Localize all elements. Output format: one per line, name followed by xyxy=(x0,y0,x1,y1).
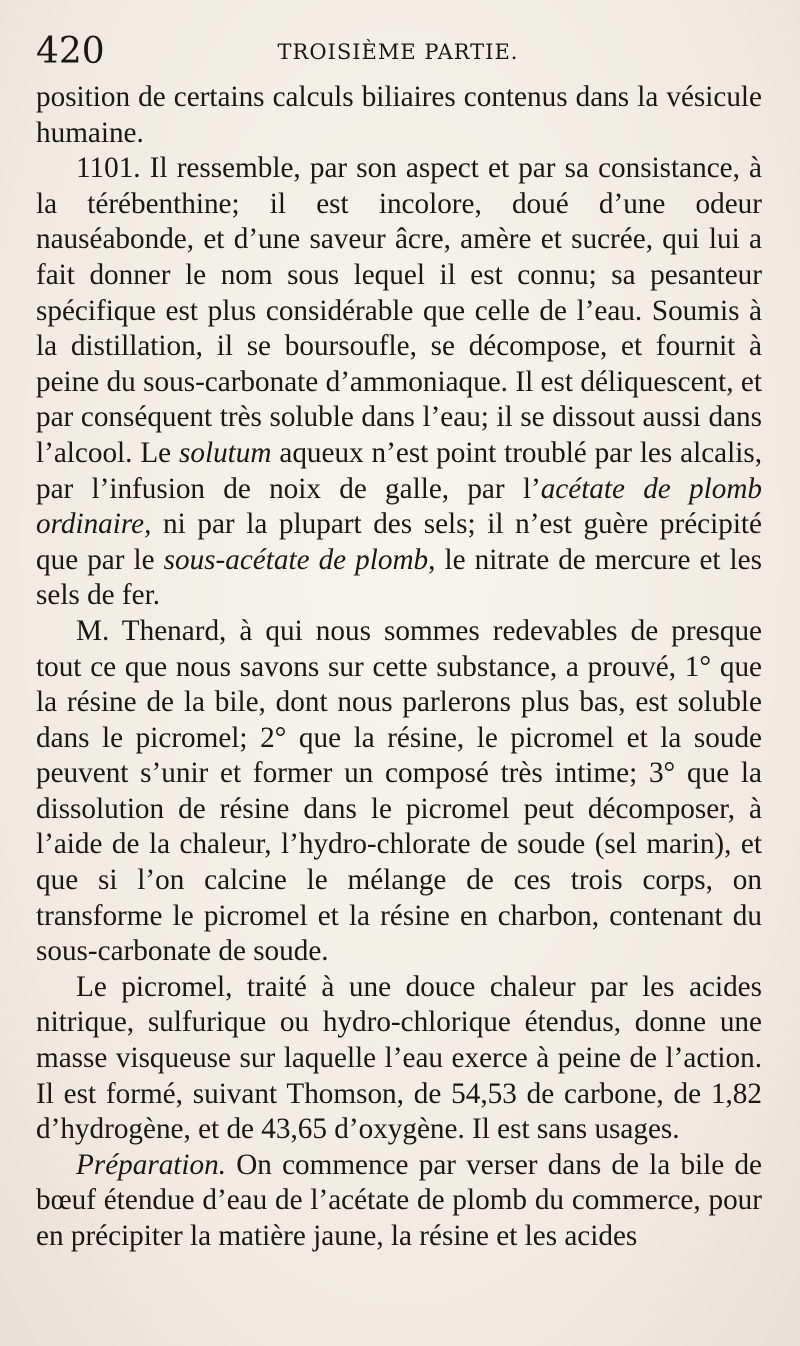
italic-term: sous-acétate de plomb xyxy=(163,543,429,576)
running-head: TROISIÈME PARTIE. xyxy=(277,40,519,64)
section-number: 1101. xyxy=(76,152,141,185)
page-number: 420 xyxy=(36,31,105,72)
paragraph-1101: 1101. Il ressemble, par son aspect et par sa consistance, à la térébenthine; il est incolore, doué d’une odeur nauséabonde, et d’une saveur âcre, amère et sucrée, qui lui a fait donner le nom sous lequel il est connu; sa pesanteur spécifique est plus considérable que celle de l’eau. Soumis à la distillation, il se boursoufle, se décompose, et fournit à peine du sous-carbonate d’ammoniaque. Il est déliquescent, et par conséquent très soluble dans l’eau; il se dissout aussi dans l’alcool. Le solutum aqueux n’est point troublé par les alcalis, par l’infusion de noix de galle, par l’acétate de plomb ordinaire, ni par la plupart des sels; il n’est guère précipité que par le sous-acétate de plomb, le nitrate de mercure et les sels de fer. xyxy=(36,152,762,612)
paragraph-preparation: Préparation. On commence par verser dans de la bile de bœuf étendue d’eau de l’acétate de plomb du commerce, pour en précipiter la matière jaune, la résine et les acides xyxy=(36,1148,762,1252)
paragraph-picromel: Le picromel, traité à une douce chaleur par les acides nitrique, sulfurique ou hydro-chlorique étendus, donne une masse visqueuse sur laquelle l’eau exerce à peine de l’action. Il est formé, suivant Thomson, de 54,53 de carbone, de 1,82 d’hydrogène, et de 43,65 d’oxygène. Il est sans usages. xyxy=(36,970,762,1146)
page-header xyxy=(36,30,760,74)
preparation-label: Préparation. xyxy=(76,1148,226,1181)
paragraph-continuation: position de certains calculs biliaires contenus dans la vésicule humaine. xyxy=(36,81,762,149)
body-text xyxy=(36,80,762,1255)
italic-term: acétate de plomb ordinaire, xyxy=(36,472,762,541)
paragraph-thenard: M. Thenard, à qui nous sommes redevables de presque tout ce que nous savons sur cette substance, a prouvé, 1° que la résine de la bile, dont nous parlerons plus bas, est soluble dans le picromel; 2° que la résine, le picromel et la soude peuvent s’unir et former un composé très intime; 3° que la dissolution de résine dans le picromel peut décomposer, à l’aide de la chaleur, l’hydro-chlorate de soude (sel marin), et que si l’on calcine le mélange de ces trois corps, on transforme le picromel et la résine en charbon, contenant du sous-carbonate de soude. xyxy=(36,614,762,968)
italic-term: solutum xyxy=(179,436,272,469)
